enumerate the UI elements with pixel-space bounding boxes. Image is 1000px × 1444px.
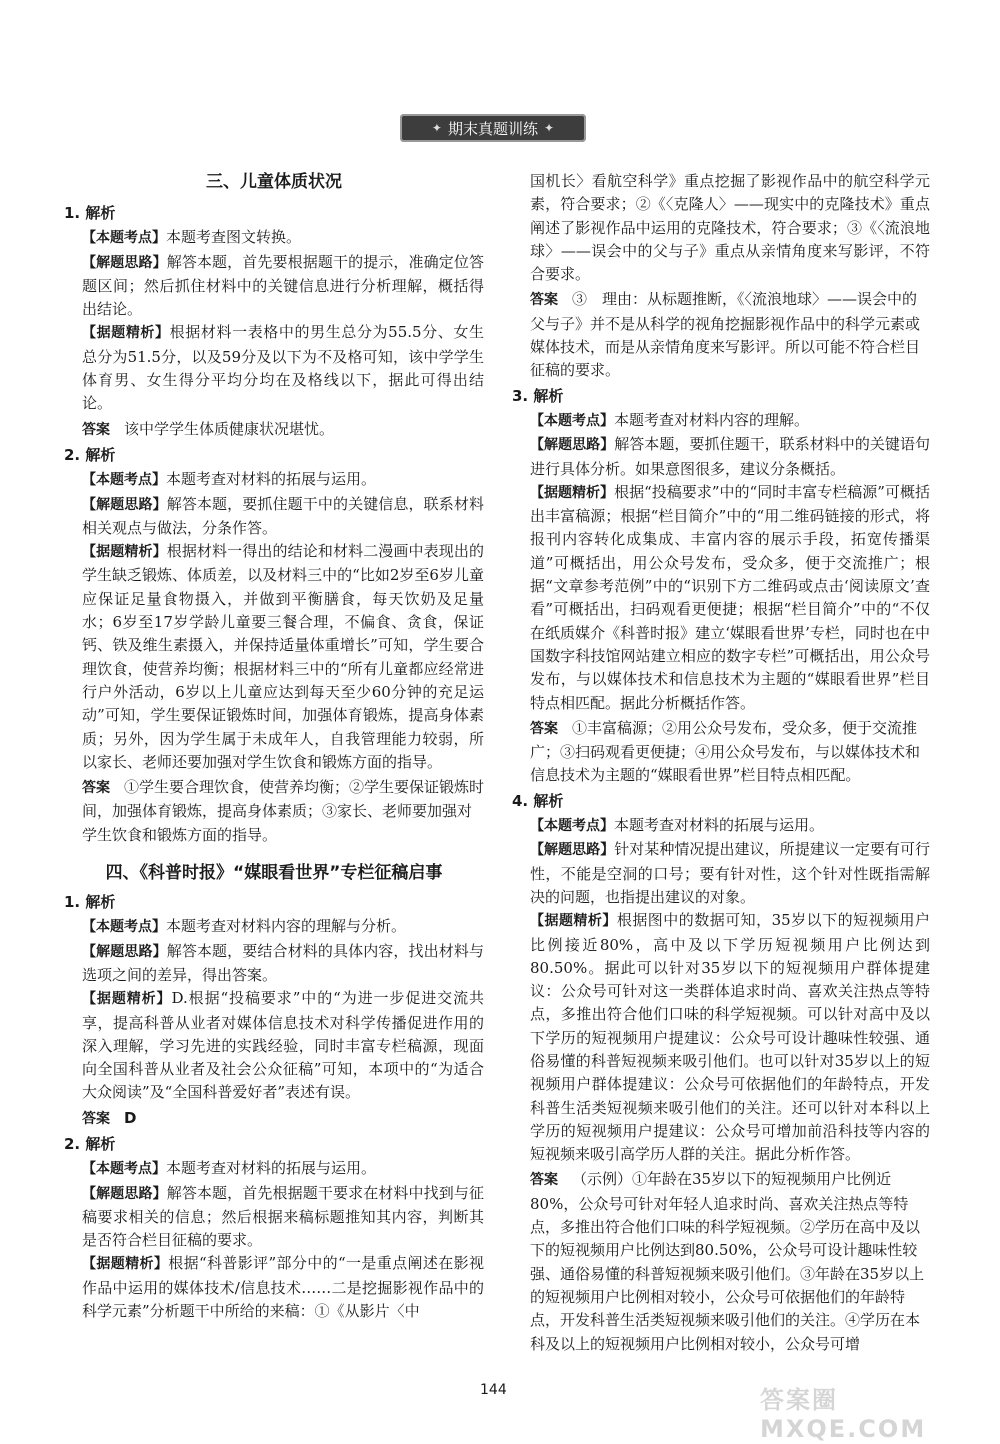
question-heading: 1. 解析: [64, 204, 116, 222]
answer-text: ③ 理由：从标题推断，《〈流浪地球〉——误会中的父与子》并不是从科学的视角挖掘影视作品中的科学元素或媒体技术，而是从亲情角度来写影评。所以可能不符合栏目征稿的要求。: [530, 290, 921, 380]
item-text: 解答本题，要结合材料的具体内容，找出材料与选项之间的差异，得出答案。: [82, 941, 485, 984]
tag-label: 【据题精析】: [82, 325, 170, 342]
left-column: [64, 170, 484, 1323]
answer-text: ①学生要合理饮食，使营养均衡；②学生要保证锻炼时间，加强体育锻炼，提高身体素质；③家长、老师要加强对学生饮食和锻炼方面的指导。: [82, 778, 485, 844]
tag-label: 【本题考点】: [530, 818, 614, 835]
question-block: [64, 444, 484, 847]
star-icon: ✦: [431, 121, 442, 135]
answer-label: 答案: [530, 1172, 558, 1189]
tag-label: 【据题精析】: [82, 991, 172, 1008]
question-block: [64, 1133, 484, 1323]
item-text: 本题考查对材料内容的理解与分析。: [166, 917, 407, 936]
tag-label: 【解题思路】: [82, 254, 167, 271]
banner-label: 期末真题训练: [447, 119, 538, 138]
question-heading: 1. 解析: [64, 893, 116, 912]
item-text: 本题考查对材料的拓展与运用。: [166, 470, 377, 489]
question-block: [64, 891, 484, 1131]
item-text: D.根据“投稿要求”中的“为进一步促进交流共享，提高科普从业者对媒体信息技术对科学传播促进作用的深入理解，学习先进的实践经验，同时丰富专栏稿源，现面向全国科普从业者及社会公众征稿”可知，本项中的“为适合大众阅读”及“全国科普爱好者”表述有误。: [82, 989, 484, 1102]
tag-label: 【解题思路】: [82, 1185, 167, 1202]
item-text: 本题考查图文转换。: [166, 228, 302, 247]
answer-text: （示例）①年龄在35岁以下的短视频用户比例近80%，公众号可针对年轻人追求时尚、喜欢关注热点等特点，多推出符合他们口味的科学短视频。②学历在高中及以下的短视频用户比例达到80.50%，公众号可设计趣味性较强、通俗易懂的科普短视频来吸引他们。③年龄在35岁以上的短视频用户比例相对较小，公众号可依据他们的年龄特点，开发科普生活类短视频来吸引他们的关注。④学历在本科及以上的短视频用户比例相对较小，公众号可增: [530, 1170, 925, 1353]
right-column: [512, 170, 930, 1356]
tag-label: 【据题精析】: [82, 1256, 169, 1273]
tag-label: 【本题考点】: [530, 412, 614, 429]
answer-label: 答案: [82, 1110, 110, 1127]
answer-label: 答案: [530, 292, 558, 309]
tag-label: 【据题精析】: [82, 544, 167, 561]
tag-label: 【解题思路】: [82, 496, 167, 513]
watermark-logo: [760, 1380, 980, 1443]
item-text: 解答本题，首先要根据题干的提示，准确定位答题区间；然后抓住材料中的关键信息进行分析理解，概括得出结论。: [82, 252, 485, 319]
item-text: 本题考查对材料的拓展与运用。: [166, 1159, 377, 1178]
tag-label: 【本题考点】: [82, 472, 166, 489]
section-title: 三、儿童体质状况: [206, 172, 342, 192]
tag-label: 【本题考点】: [82, 230, 166, 247]
item-text: 解答本题，要抓住题干中的关键信息，联系材料相关观点与做法，分条作答。: [82, 494, 485, 537]
question-heading: 2. 解析: [64, 445, 116, 464]
tag-label: 【解题思路】: [530, 437, 615, 454]
question-block: [512, 790, 930, 1356]
tag-label: 【据题精析】: [530, 484, 615, 501]
question-heading: 3. 解析: [512, 386, 564, 405]
tag-label: 【解题思路】: [82, 943, 167, 960]
item-text: 本题考查对材料内容的理解。: [614, 410, 810, 429]
section-title: 四、《科普时报》“媒眼看世界”专栏征稿启事: [105, 863, 443, 884]
item-text: 根据“科普影评”部分中的“一是重点阐述在影视作品中运用的媒体技术/信息技术……二是挖掘影视作品中的科学元素”分析题干中所给的来稿：①《从影片〈中: [82, 1254, 484, 1321]
answer-text: ①丰富稿源；②用公众号发布，受众多，便于交流推广；③扫码观看更便捷；④用公众号发布，与以媒体技术和信息技术为主题的“媒眼看世界”栏目特点相匹配。: [530, 718, 921, 785]
answer-label: 答案: [82, 780, 110, 797]
question-block: [512, 385, 930, 788]
item-text: 根据材料一表格中的男生总分为55.5分、女生总分为51.5分，以及59分及以下为不及格可知，该中学学生体育男、女生得分平均分均在及格线以下，据此可得出结论。: [82, 323, 485, 413]
answer-label: 答案: [82, 421, 110, 438]
item-text: 根据“投稿要求”中的“同时丰富专栏稿源”可概括出丰富稿源；根据“栏目简介”中的“用二维码链接的形式，将报刊内容转化成集成、丰富内容的展示手段，拓宽传播渠道”可概括出，用公众号发布，受众多，便于交流推广；根据“文章参考范例”中的“识别下方二维码或点击‘阅读原文’查看”可概括出，扫码观看更便捷；根据“栏目简介”中的“不仅在纸质媒介《科普时报》建立‘媒眼看世界’专栏，同时也在中国数字科技馆网站建立相应的数字专栏”可概括出，用公众号发布，与以媒体技术和信息技术为主题的“媒眼看世界”栏目特点相匹配。据此分析概括作答。: [530, 482, 930, 712]
page-number: 144: [480, 1382, 507, 1398]
answer-text: D: [124, 1108, 137, 1127]
item-text: 解答本题，首先根据题干要求在材料中找到与征稿要求相关的信息；然后根据来稿标题推知其内容，判断其是否符合栏目征稿的要求。: [82, 1183, 485, 1250]
answer-text: 该中学学生体质健康状况堪忧。: [124, 419, 335, 438]
question-block: [64, 202, 484, 442]
item-text: 解答本题，要抓住题干，联系材料中的关键语句进行具体分析。如果意图很多，建议分条概括。: [530, 435, 930, 478]
item-text: 针对某种情况提出建议，所提建议一定要有可行性，不能是空洞的口号；要有针对性，这个针对性既指需解决的问题，也指提出建议的对象。: [530, 840, 930, 906]
watermark-text: 答案圈 MXQE.COM: [760, 1386, 927, 1443]
item-text: 本题考查对材料的拓展与运用。: [614, 816, 825, 835]
item-text: 根据图中的数据可知，35岁以下的短视频用户比例接近80%，高中及以下学历短视频用户比例达到80.50%。据此可以针对35岁以下的短视频用户群体提建议：公众号可针对这一类群体追求时尚、喜欢关注热点等特点，多推出符合他们口味的科学短视频。可以针对高中及以下学历的短视频用户提建议：公众号可设计趣味性较强、通俗易懂的科普短视频来吸引他们。也可以针对35岁以上的短视频用户群体提建议：公众号可依据他们的年龄特点，开发科普生活类短视频来吸引他们的关注。还可以针对本科以上学历的短视频用户提建议：公众号可增加前沿科技等内容的短视频来吸引高学历人群的关注。据此分析作答。: [530, 911, 930, 1164]
item-text: 根据材料一得出的结论和材料二漫画中表现出的学生缺乏锻炼、体质差，以及材料三中的“比如2岁至6岁儿童应保证足量食物摄入，并做到平衡膳食，每天饮奶及足量水；6岁至17岁学龄儿童要三餐合理，不偏食、贪食，保证钙、铁及维生素摄入，并保持适量体重增长”可知，学生要合理饮食，使营养均衡；根据材料三中的“所有儿童都应经常进行户外活动，6岁以上儿童应达到每天至少60分钟的充足运动”可知，学生要保证锻炼时间，加强体育锻炼，提高身体素质；另外，因为学生属于未成年人，自我管理能力较弱，所以家长、老师还要加强对学生饮食和锻炼方面的指导。: [82, 542, 485, 771]
tag-label: 【据题精析】: [530, 913, 617, 930]
star-icon: ✦: [544, 121, 555, 135]
answer-label: 答案: [530, 720, 558, 737]
continued-text: 国机长〉看航空科学》重点挖掘了影视作品中的航空科学元素，符合要求；②《〈克隆人〉——现实中的克隆技术》重点阐述了影视作品中运用的克隆技术，符合要求；③《〈流浪地球〉——误会中的父与子》重点从亲情角度来写影评，不符合要求。: [530, 172, 930, 284]
tag-label: 【解题思路】: [530, 842, 615, 859]
tag-label: 【本题考点】: [82, 919, 166, 936]
question-heading: 4. 解析: [512, 791, 564, 810]
question-heading: 2. 解析: [64, 1134, 116, 1153]
section-banner: [400, 114, 586, 142]
tag-label: 【本题考点】: [82, 1161, 166, 1178]
